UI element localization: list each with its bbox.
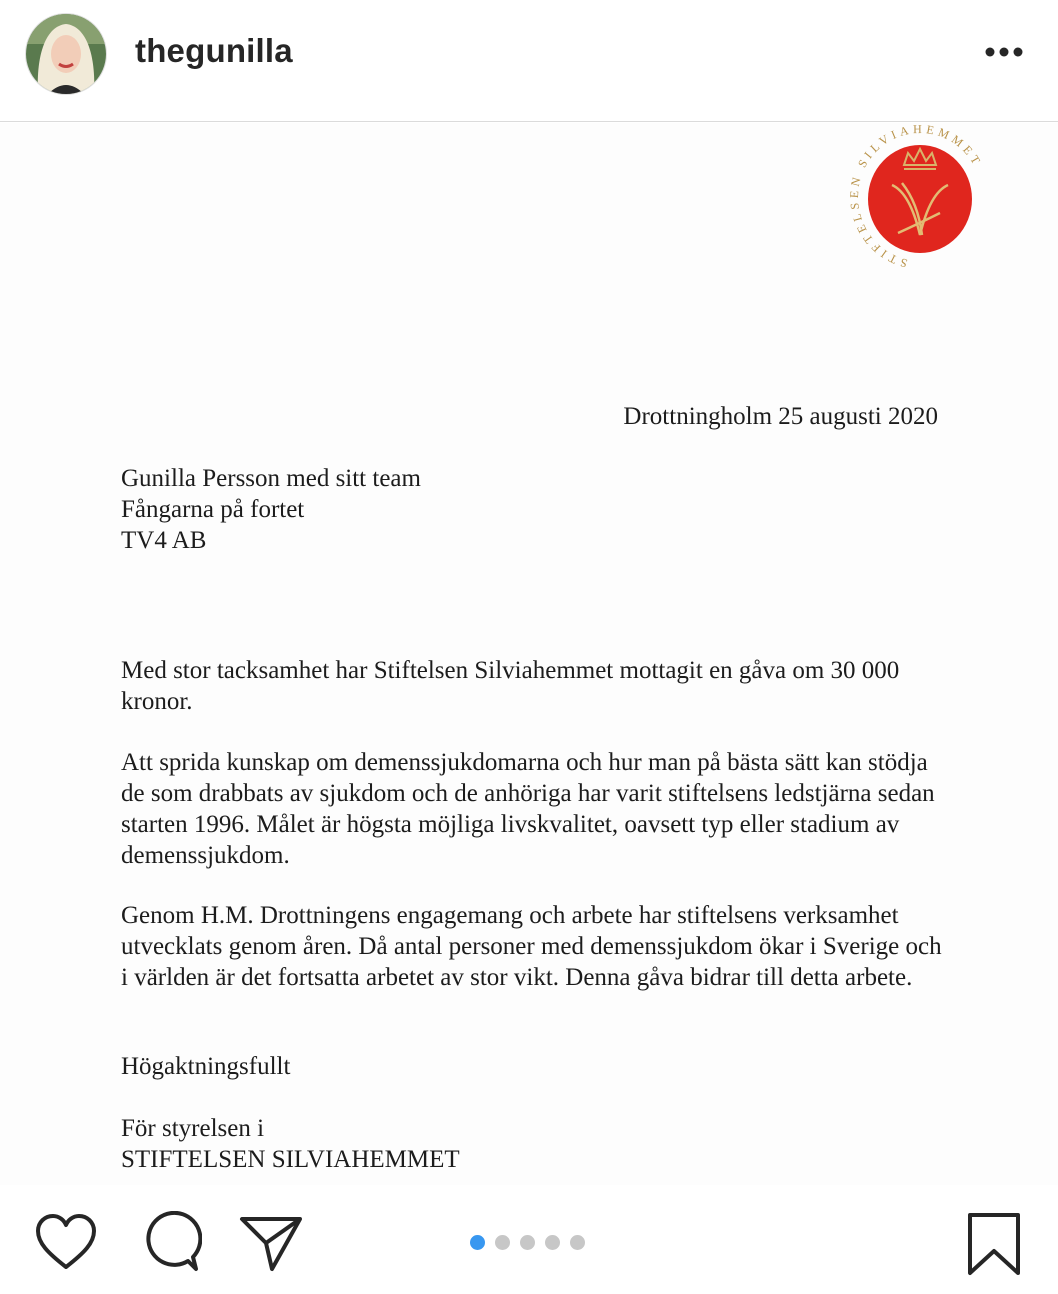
avatar[interactable] xyxy=(26,14,106,94)
carousel-dot xyxy=(470,1235,485,1250)
bookmark-icon[interactable] xyxy=(964,1211,1024,1282)
recipient-line: Fångarna på fortet xyxy=(121,496,305,523)
more-options-icon[interactable] xyxy=(976,30,1032,74)
svg-text:STIFTELSEN SILVIAHEMMET: STIFTELSEN SILVIAHEMMET xyxy=(846,123,986,271)
silviahemmet-seal xyxy=(840,123,1000,287)
letter-date: Drottningholm 25 augusti 2020 xyxy=(623,403,938,430)
carousel-dot xyxy=(570,1235,585,1250)
letter-paragraph: Genom H.M. Drottningens engagemang och arbete har stiftelsens verksamhet utvecklats genom åren. Då antal personer med demenssjukdom ökar i Sverige och i världen är det fortsatta arbetet av stor vikt. Denna gåva bidrar till detta arbete. xyxy=(121,902,942,991)
recipient-line: Gunilla Persson med sitt team xyxy=(121,465,421,492)
share-icon[interactable] xyxy=(238,1213,304,1278)
signature-organization: STIFTELSEN SILVIAHEMMET xyxy=(121,1146,460,1173)
username[interactable]: thegunilla xyxy=(135,32,293,69)
recipient-address xyxy=(121,463,421,556)
carousel-indicator xyxy=(470,1235,585,1251)
recipient-line: TV4 AB xyxy=(121,527,207,554)
letter-paragraph: Att sprida kunskap om demenssjukdomarna och hur man på bästa sätt kan stödja de som drabbats av sjukdom och de anhöriga har varit stiftelsens ledstjärna sedan starten 1996. Målet är högsta möjliga livskvalitet, oavsett typ eller stadium av demenssjukdom. xyxy=(121,749,935,869)
letter-paragraph: Med stor tacksamhet har Stiftelsen Silviahemmet mottagit en gåva om 30 000 kronor. xyxy=(121,657,900,715)
heart-icon[interactable] xyxy=(34,1213,98,1278)
post-header xyxy=(0,0,1058,122)
carousel-dot xyxy=(495,1235,510,1250)
carousel-dot xyxy=(520,1235,535,1250)
avatar-image xyxy=(26,14,106,94)
carousel-dot xyxy=(545,1235,560,1250)
comment-icon[interactable] xyxy=(138,1211,202,1280)
letter-closing: Högaktningsfullt xyxy=(121,1053,291,1080)
post-image-letter[interactable] xyxy=(0,123,1058,1185)
signature-line: För styrelsen i xyxy=(121,1115,265,1142)
